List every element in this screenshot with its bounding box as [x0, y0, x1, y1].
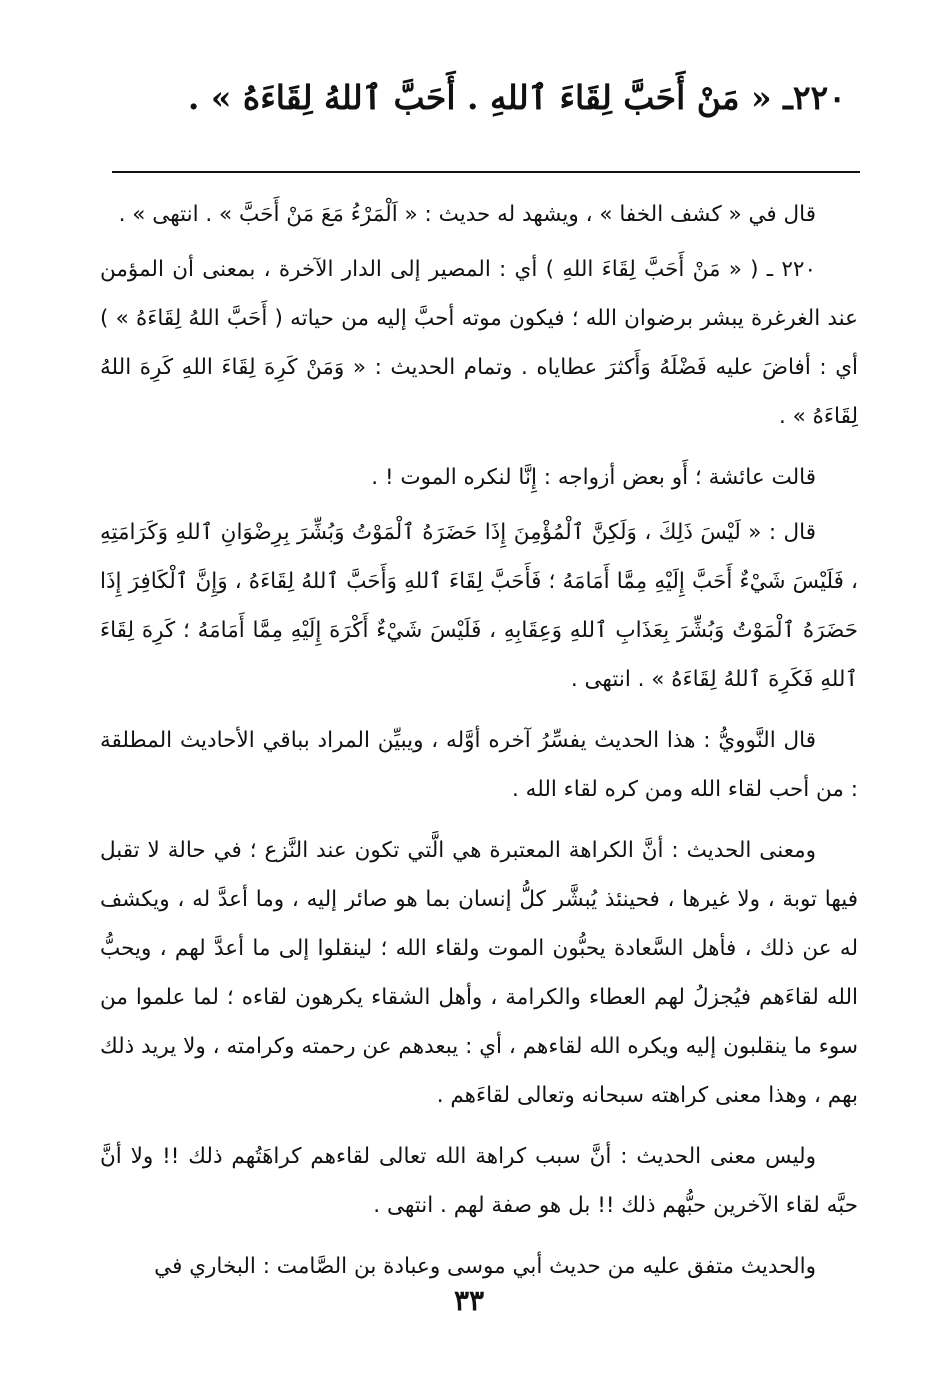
paragraph-explanation: ٢٢٠ ـ ( « مَنْ أَحَبَّ لِقَاءَ اللهِ ) أي : المصير إلى الدار الآخرة ، بمعنى أن المؤمن عند الغرغرة يبشر برضوان الله ؛ فيكون موته أحبَّ إليه من حياته ( أَحَبَّ اللهُ لِقَاءَهُ » ) أي : أفاضَ عليه فَضْلَهُ وَأَكثرَ عطاياه . وتمام الحديث : « وَمَنْ كَرِهَ لِقَاءَ اللهِ كَرِهَ اللهُ لِقَاءَهُ » . — [100, 257, 858, 429]
commentary-body — [100, 190, 858, 1303]
paragraph-takhrij: والحديث متفق عليه من حديث أبي موسى وعبادة بن الصَّامت : البخاري في — [154, 1254, 816, 1279]
hadith-heading: ٢٢٠ـ « مَنْ أَحَبَّ لِقَاءَ ٱللهِ . أَحَبَّ ٱللهُ لِقَاءَهُ » . — [187, 78, 846, 117]
paragraph-hadith-text: قال : « لَيْسَ ذَلِكَ ، وَلَكِنَّ ٱلْمُؤْمِنَ إِذَا حَضَرَهُ ٱلْمَوْتُ وَبُشِّرَ بِرِضْوَانِ ٱللهِ وَكَرَامَتِهِ ، فَلَيْسَ شَيْءٌ أَحَبَّ إِلَيْهِ مِمَّا أَمَامَهُ ؛ فَأَحَبَّ لِقَاءَ ٱللهِ وَأَحَبَّ ٱللهُ لِقَاءَهُ ، وَإِنَّ ٱلْكَافِرَ إِذَا حَضَرَهُ ٱلْمَوْتُ وَبُشِّرَ بِعَذَابِ ٱللهِ وَعِقَابِهِ ، فَلَيْسَ شَيْءٌ أَكْرَهَ إِلَيْهِ مِمَّا أَمَامَهُ ؛ كَرِهَ لِقَاءَ ٱللهِ فَكَرِهَ ٱللهُ لِقَاءَهُ » . انتهى . — [100, 520, 858, 692]
paragraph-nawawi: قال النَّوويُّ : هذا الحديث يفسِّرُ آخره أوَّله ، ويبيِّن المراد بباقي الأحاديث المطلقة : من أحب لقاء الله ومن كره لقاء الله . — [100, 728, 858, 802]
separator-rule — [112, 171, 860, 173]
paragraph-kashf-al-khafa: قال في « كشف الخفا » ، ويشهد له حديث : « اَلْمَرْءُ مَعَ مَنْ أَحَبَّ » . انتهى » . — [118, 202, 816, 227]
paragraph-aisha: قالت عائشة ؛ أَو بعض أزواجه : إِنَّا لنكره الموت ! . — [371, 465, 816, 490]
paragraph-meaning: ومعنى الحديث : أنَّ الكراهة المعتبرة هي الَّتي تكون عند النَّزع ؛ في حالة لا تقبل فيها توبة ، ولا غيرها ، فحينئذ يُبشَّر كلُّ إنسان بما هو صائر إليه ، وما أعدَّ له ، ويكشف له عن ذلك ، فأهل السَّعادة يحبُّون الموت ولقاء الله ؛ لينقلوا إلى ما أعدَّ لهم ، ويحبُّ الله لقاءَهم فيُجزلُ لهم العطاء والكرامة ، وأهل الشقاء يكرهون لقاءه ؛ لما علموا من سوء ما ينقلبون إليه ويكره الله لقاءهم ، أي : يبعدهم عن رحمته وكرامته ، ولا يريد ذلك بهم ، وهذا معنى كراهته سبحانه وتعالى لقاءَهم . — [100, 838, 858, 1108]
page-number: ٣٣ — [453, 1284, 485, 1317]
paragraph-not-meaning: وليس معنى الحديث : أنَّ سبب كراهة الله تعالى لقاءهم كراهَتُهم ذلك !! ولا أنَّ حبَّه لقاء الآخرين حبُّهم ذلك !! بل هو صفة لهم . انتهى . — [100, 1144, 858, 1218]
